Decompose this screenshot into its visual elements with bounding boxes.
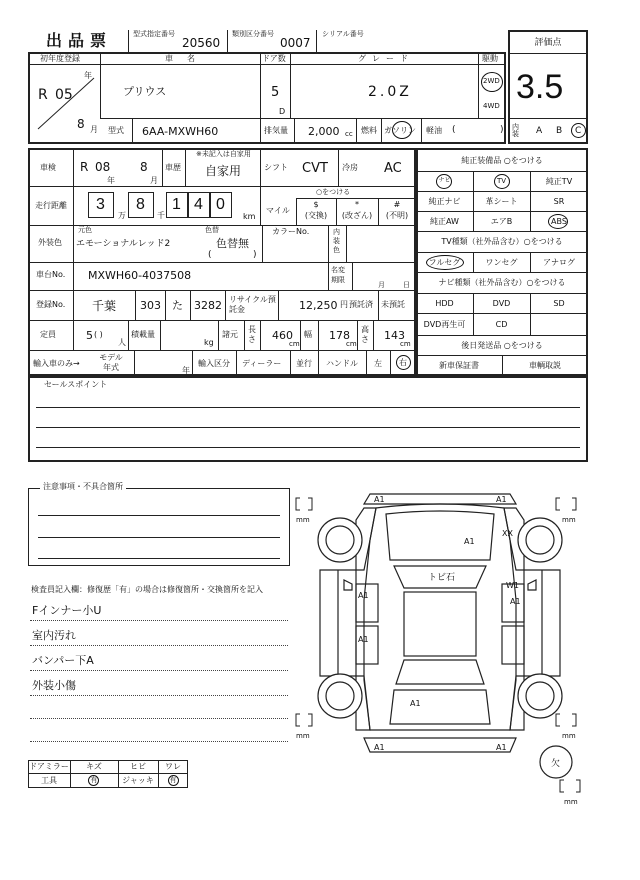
notes-box	[28, 488, 290, 566]
shaken-month-unit: 月	[150, 176, 158, 185]
length-unit: cm	[289, 340, 300, 348]
left-rear-door	[356, 626, 378, 664]
category-label: 類別区分番号	[232, 30, 274, 38]
shaken-year: 08	[95, 160, 111, 174]
width-value: 178	[329, 329, 350, 342]
mm-rr: mm	[562, 732, 576, 740]
reg-number: 3282	[194, 299, 222, 312]
equip-tv: TV	[496, 177, 507, 185]
capacity-paren: ( )	[94, 330, 103, 339]
recycle-paid: 預託済	[349, 300, 373, 309]
rear-glass	[396, 660, 484, 684]
width-label: 幅	[304, 330, 312, 339]
navi-header: ナビ種類（社外品含む）○をつける	[438, 278, 566, 287]
interior-label: 内装	[512, 123, 519, 138]
car-name-value: プリウス	[123, 85, 167, 98]
tools-jack-value: 有	[169, 776, 177, 784]
displacement-value: 2,000	[308, 125, 340, 138]
interior-grade-a: A	[536, 126, 543, 136]
mark-right-front-door: A1	[510, 597, 521, 606]
interior-grade-c: C	[575, 126, 582, 136]
first-reg-year-unit: 年	[84, 71, 92, 80]
hood-panel	[386, 511, 494, 560]
original-color-label: 元色	[78, 226, 92, 234]
sales-point-label: セールスポイント	[44, 380, 108, 389]
mileage-digit-1: 3	[96, 196, 105, 213]
history-label: 車歴	[165, 163, 181, 172]
mileage-digit-5: 0	[216, 196, 225, 213]
car-damage-diagram	[290, 480, 590, 810]
tools-jack-label: ジャッキ	[122, 776, 154, 785]
model-value: 6AA-MXWH60	[142, 125, 219, 138]
mm-lr: mm	[296, 732, 310, 740]
note-item-3: バンパー下A	[32, 654, 94, 667]
light-oil-paren-close: )	[500, 125, 504, 135]
tools-header-scratch: キズ	[86, 762, 102, 771]
chassis-value: MXWH60-4037508	[88, 269, 192, 282]
height-unit: cm	[400, 340, 411, 348]
height-value: 143	[384, 329, 405, 342]
roof-panel	[404, 592, 476, 656]
name-change-label: 名変期限	[331, 266, 345, 284]
drive-label: 駆動	[482, 54, 498, 63]
color-paren-open: (	[208, 250, 212, 260]
left-mirror	[344, 580, 352, 590]
displacement-unit: cc	[345, 130, 353, 138]
shift-value: CVT	[302, 161, 328, 176]
later-header: 後日発送品 ○をつける	[461, 341, 543, 350]
equip-navi: ナビ	[438, 177, 451, 184]
chassis-label: 車台No.	[36, 270, 66, 279]
mileage-digit-4: 4	[194, 196, 203, 213]
equip-genuine-tv: 純正TV	[545, 177, 573, 186]
history-value: 自家用	[205, 164, 242, 178]
drive-4wd: 4WD	[483, 102, 500, 110]
color-change-value: 色替無	[216, 237, 249, 250]
height-label: 高さ	[361, 325, 369, 344]
mileage-unit: km	[243, 212, 256, 221]
mm-spare: mm	[564, 798, 578, 806]
mileage-digit-2: 8	[136, 196, 145, 213]
dealer-label: ディーラー	[242, 359, 282, 368]
dims-label: 諸元	[222, 330, 238, 339]
equip-sr: SR	[553, 197, 565, 206]
notes-label: 注意事項・不具合箇所	[40, 483, 126, 491]
width-unit: cm	[346, 340, 357, 348]
check-note: ○をつける	[316, 188, 351, 196]
tv-header: TV種類（社外品含む）○をつける	[441, 237, 563, 246]
serial-label: シリアル番号	[322, 30, 364, 38]
score-label: 評価点	[534, 38, 562, 48]
mark-rear-bumper-right: A1	[496, 743, 507, 752]
tv-oneseg: ワンセグ	[485, 258, 518, 267]
car-body-outline	[364, 504, 516, 730]
shaken-label: 車検	[40, 163, 56, 172]
note-item-2: 室内汚れ	[32, 629, 76, 642]
equip-genuine-aw: 純正AW	[430, 217, 459, 226]
mark-right-fender: XX	[502, 529, 513, 538]
capacity-value: 5	[86, 329, 93, 342]
later-manual: 車輌取説	[529, 361, 561, 370]
note-item-1: Fインナー小U	[32, 604, 102, 617]
rear-bumper	[364, 738, 516, 752]
category-value: 0007	[280, 36, 311, 50]
doors-value: 5	[271, 85, 280, 100]
tools-header-crack: ヒビ	[130, 762, 146, 771]
trunk-panel	[390, 690, 490, 724]
mark-right-front-door-w: W1	[506, 581, 519, 590]
nc-day-unit: 日	[403, 281, 410, 289]
door-type: D	[279, 107, 286, 116]
model-cert-value: 20560	[182, 36, 221, 50]
model-year-unit: 年	[182, 366, 190, 375]
tools-tool-value: 有	[90, 776, 98, 784]
left-label: 左	[374, 359, 382, 368]
tv-fullseg: フルセグ	[428, 258, 461, 267]
doors-label: ドア数	[262, 54, 286, 63]
mileage-man: 万	[118, 211, 126, 220]
capacity-unit: 人	[118, 338, 126, 347]
navi-hdd: HDD	[435, 299, 454, 308]
mm-rf: mm	[562, 516, 576, 524]
mile-label: マイル	[266, 206, 290, 215]
later-warranty: 新車保証書	[439, 361, 479, 370]
load-unit: kg	[204, 338, 214, 347]
parallel-label: 並行	[296, 359, 312, 368]
unknown-sym: #	[393, 200, 401, 209]
grade-value: 2.0Z	[368, 84, 412, 100]
shift-label: シフト	[264, 163, 288, 172]
model-label: 型式	[108, 126, 124, 135]
equip-airbag: エアB	[490, 217, 513, 226]
length-value: 460	[272, 329, 293, 342]
recycle-label: リサイクル預託金	[229, 295, 276, 314]
reg-label: 登録No.	[36, 300, 66, 309]
car-name-label: 車名	[165, 54, 209, 63]
mileage-label: 走行距離	[35, 201, 67, 210]
mark-front-bumper-right: A1	[496, 495, 507, 504]
page-title: 出品票	[46, 31, 113, 50]
exchange-label: (交換)	[304, 211, 328, 220]
tools-header-mirror: ドアミラー	[29, 762, 69, 771]
model-year-label: モデル年式	[99, 353, 123, 372]
mark-left-rear-door: A1	[358, 635, 369, 644]
drive-2wd: 2WD	[483, 77, 500, 85]
mark-trunk: A1	[410, 699, 421, 708]
shaken-year-unit: 年	[107, 176, 115, 185]
right-rear-door	[502, 626, 524, 664]
recycle-value: 12,250	[299, 299, 338, 312]
color-value: エモーショナルレッド2	[76, 239, 171, 249]
interior-grade-b: B	[556, 126, 563, 136]
mark-windshield: トビ石	[428, 573, 456, 583]
genuine-header: 純正装備品 ○をつける	[461, 156, 543, 165]
first-reg-era: R	[38, 87, 48, 103]
first-reg-month-unit: 月	[90, 125, 98, 134]
front-bumper	[364, 494, 516, 504]
navi-dvd: DVD	[492, 299, 511, 308]
interior-color-label: 内装色	[333, 228, 340, 254]
first-reg-label: 初年度登録	[40, 54, 80, 63]
color-label: 外装色	[38, 238, 62, 247]
grade-label: グレード	[358, 54, 414, 63]
recycle-unit: 円	[340, 300, 348, 309]
right-mirror	[528, 580, 536, 590]
score-value: 3.5	[516, 68, 564, 106]
color-no-label: カラーNo.	[272, 227, 310, 236]
fuel-value: ガソリン	[384, 126, 416, 135]
load-label: 積載量	[131, 330, 155, 339]
reg-region: 千葉	[92, 299, 117, 313]
exchange-sym: $	[313, 200, 319, 209]
navi-sd: SD	[553, 299, 565, 308]
reg-kana: た	[172, 299, 183, 312]
right-label: 右	[399, 358, 407, 367]
equip-abs: ABS	[551, 217, 567, 226]
first-reg-slash	[36, 76, 96, 131]
mileage-digit-3: 1	[172, 196, 181, 213]
navi-dvd-play: DVD再生可	[423, 320, 466, 329]
unknown-label: (不明)	[385, 211, 409, 220]
recycle-unpaid: 未預託	[381, 300, 405, 309]
color-change-label: 色替	[205, 226, 219, 234]
handle-label: ハンドル	[326, 359, 358, 368]
color-paren-close: )	[253, 250, 257, 260]
displacement-label: 排気量	[264, 126, 288, 135]
ac-label: 冷房	[342, 163, 358, 172]
first-reg-month: 8	[77, 117, 85, 131]
tools-tool-label: 工具	[41, 776, 57, 785]
reg-class: 303	[140, 299, 161, 312]
mileage-sen: 千	[157, 211, 165, 220]
equip-genuine-navi: 純正ナビ	[428, 197, 461, 206]
spare-missing: 欠	[551, 759, 561, 769]
mark-left-front-door: A1	[358, 591, 369, 600]
model-cert-label: 型式指定番号	[133, 30, 175, 38]
capacity-label: 定員	[40, 330, 56, 339]
history-note: ※未記入は自家用	[196, 150, 251, 158]
import-label: 輸入車のみ→	[33, 359, 80, 368]
inspector-note: 検査員記入欄：修復歴「有」の場合は修復箇所・交換箇所を記入	[31, 585, 263, 594]
mark-hood: A1	[464, 537, 475, 546]
nc-month-unit: 月	[378, 281, 385, 289]
fuel-label: 燃料	[361, 126, 377, 135]
mm-lf: mm	[296, 516, 310, 524]
first-reg-year: 05	[55, 87, 73, 103]
light-oil-label: 軽油	[426, 126, 442, 135]
shaken-month: 8	[140, 160, 148, 174]
mark-front-bumper-left: A1	[374, 495, 385, 504]
tampered-sym: *	[355, 200, 359, 209]
note-item-4: 外装小傷	[32, 679, 76, 692]
ac-value: AC	[384, 161, 402, 176]
left-front-door	[356, 584, 378, 622]
import-type-label: 輸入区分	[198, 359, 230, 368]
navi-cd: CD	[495, 320, 508, 329]
light-oil-paren-open: (	[452, 125, 456, 135]
sales-point-box	[28, 376, 588, 462]
shaken-era: R	[80, 160, 89, 174]
mark-rear-bumper-left: A1	[374, 743, 385, 752]
tools-header-break: ワレ	[165, 762, 181, 771]
tampered-label: (改ざん)	[341, 211, 373, 220]
tv-analog: アナログ	[543, 258, 575, 267]
equip-leather: 革シート	[485, 197, 518, 206]
length-label: 長さ	[248, 325, 256, 344]
